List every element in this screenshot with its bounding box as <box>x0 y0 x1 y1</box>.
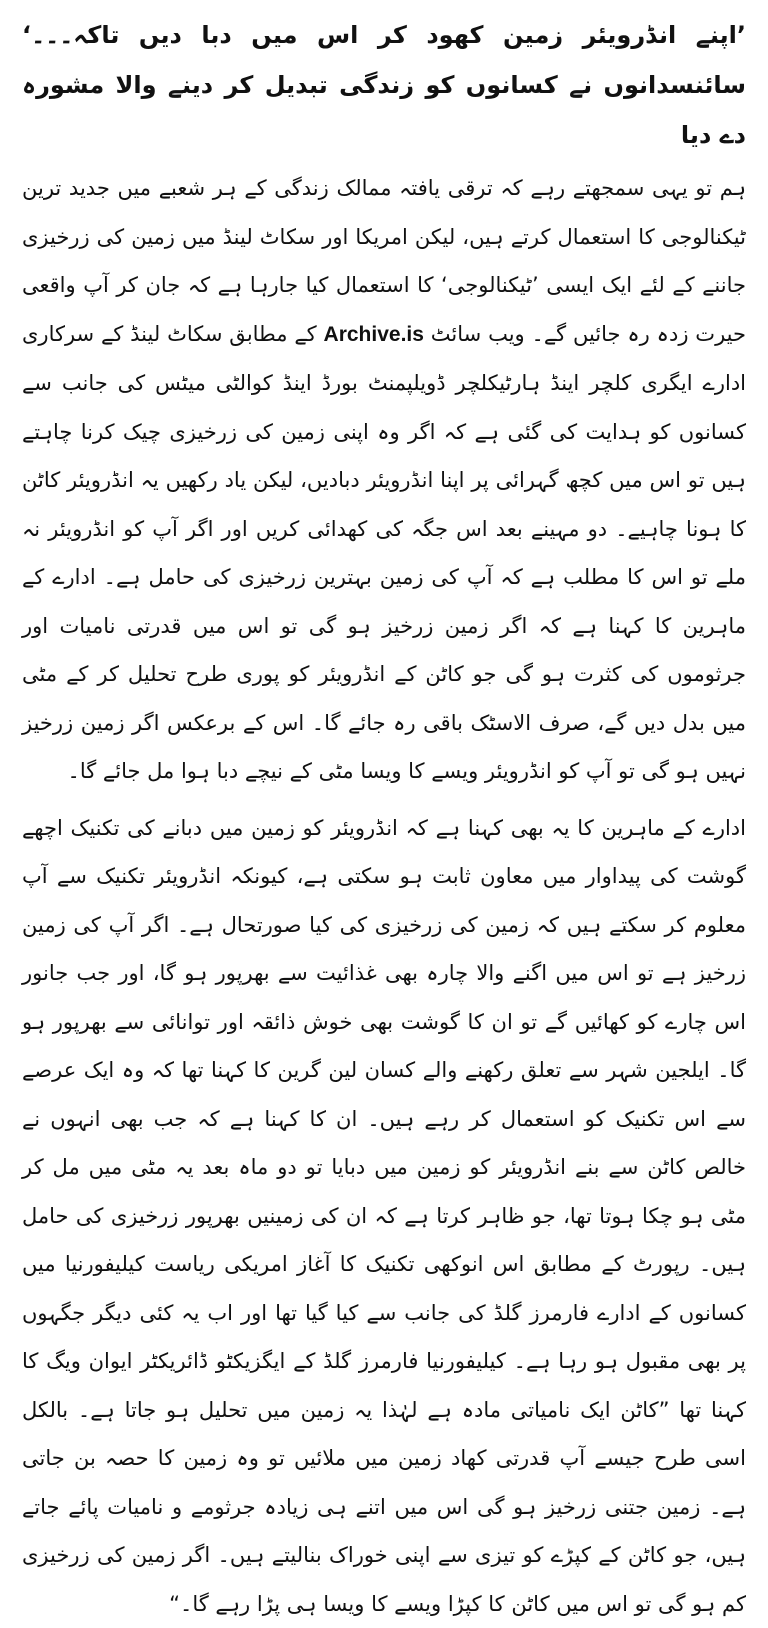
article-paragraph-1: ہم تو یہی سمجھتے رہے کہ ترقی یافتہ ممالک زندگی کے ہر شعبے میں جدید ترین ٹیکنالوجی کا استعمال کرتے ہیں، لیکن امریکا اور سکاٹ لینڈ میں زمین کی زرخیزی جاننے کے لئے ایک ایسی ’ٹیکنالوجی‘ کا استعمال کیا جارہا ہے کہ جان کر آپ واقعی حیرت زدہ رہ جائیں گے۔ ویب سائٹ Archive.is کے مطابق سکاٹ لینڈ کے سرکاری ادارے ایگری کلچر اینڈ ہارٹیکلچر ڈویلپمنٹ بورڈ اینڈ کوالٹی میٹس کی جانب سے کسانوں کو ہدایت کی گئی ہے کہ اگر وہ اپنی زمین کی زرخیزی چیک کرنا چاہتے ہیں تو اس میں کچھ گہرائی پر اپنا انڈرویئر دبادیں، لیکن یاد رکھیں یہ انڈرویئر کاٹن کا ہونا چاہیے۔ دو مہینے بعد اس جگہ کی کھدائی کریں اور اگر آپ کو انڈرویئر نہ ملے تو اس کا مطلب ہے کہ آپ کی زمین بہترین زرخیزی کی حامل ہے۔ ادارے کے ماہرین کا کہنا ہے کہ اگر زمین زرخیز ہو گی تو اس میں قدرتی نامیات اور جرثوموں کی کثرت ہو گی جو کاٹن کے انڈرویئر کو پوری طرح تحلیل کر کے مٹی میں بدل دیں گے، صرف الاسٹک باقی رہ جائے گا۔ اس کے برعکس اگر زمین زرخیز نہیں ہو گی تو آپ کو انڈرویئر ویسے کا ویسا مٹی کے نیچے دبا ہوا مل جائے گا۔ <box>22 164 746 796</box>
article-paragraph-2: ادارے کے ماہرین کا یہ بھی کہنا ہے کہ انڈرویئر کو زمین میں دبانے کی تکنیک اچھے گوشت کی پیداوار میں معاون ثابت ہو سکتی ہے، کیونکہ انڈرویئر تکنیک سے آپ معلوم کر سکتے ہیں کہ زمین کی زرخیزی کی کیا صورتحال ہے۔ اگر آپ کی زمین زرخیز ہے تو اس میں اگنے والا چارہ بھی غذائیت سے بھرپور ہو گا، اور جب جانور اس چارے کو کھائیں گے تو ان کا گوشت بھی خوش ذائقہ اور توانائی سے بھرپور ہو گا۔ ایلجین شہر سے تعلق رکھنے والے کسان لین گرین کا کہنا تھا کہ وہ ایک عرصے سے اس تکنیک کو استعمال کر رہے ہیں۔ ان کا کہنا ہے کہ جب بھی انہوں نے خالص کاٹن سے بنے انڈرویئر کو زمین میں دبایا تو دو ماہ بعد یہ مٹی میں مل کر مٹی ہو چکا ہوتا تھا، جو ظاہر کرتا ہے کہ ان کی زمینیں بھرپور زرخیزی کی حامل ہیں۔ رپورٹ کے مطابق اس انوکھی تکنیک کا آغاز امریکی ریاست کیلیفورنیا میں کسانوں کے ادارے فارمرز گلڈ کی جانب سے کیا گیا تھا اور اب یہ کئی دیگر جگہوں پر بھی مقبول ہو رہا ہے۔ کیلیفورنیا فارمرز گلڈ کے ایگزیکٹو ڈائریکٹر ایوان ویگ کا کہنا تھا ”کاٹن ایک نامیاتی مادہ ہے لہٰذا یہ زمین میں تحلیل ہو جاتا ہے۔ بالکل اسی طرح جیسے آپ قدرتی کھاد زمین میں ملائیں تو وہ زمین کا حصہ بن جاتی ہے۔ زمین جتنی زرخیز ہو گی اس میں اتنے ہی زیادہ جرثومے و نامیات پائے جاتے ہیں، جو کاٹن کے کپڑے کو تیزی سے اپنی خوراک بنالیتے ہیں۔ اگر زمین کی زرخیزی کم ہو گی تو اس میں کاٹن کا کپڑا ویسے کا ویسا ہی پڑا رہے گا۔“ <box>22 804 746 1628</box>
article-headline: ’اپنے انڈرویئر زمین کھود کر اس میں دبا دیں تاکہ۔۔۔‘ سائنسدانوں نے کسانوں کو زندگی تبدیل کر دینے والا مشورہ دے دیا <box>22 10 746 160</box>
